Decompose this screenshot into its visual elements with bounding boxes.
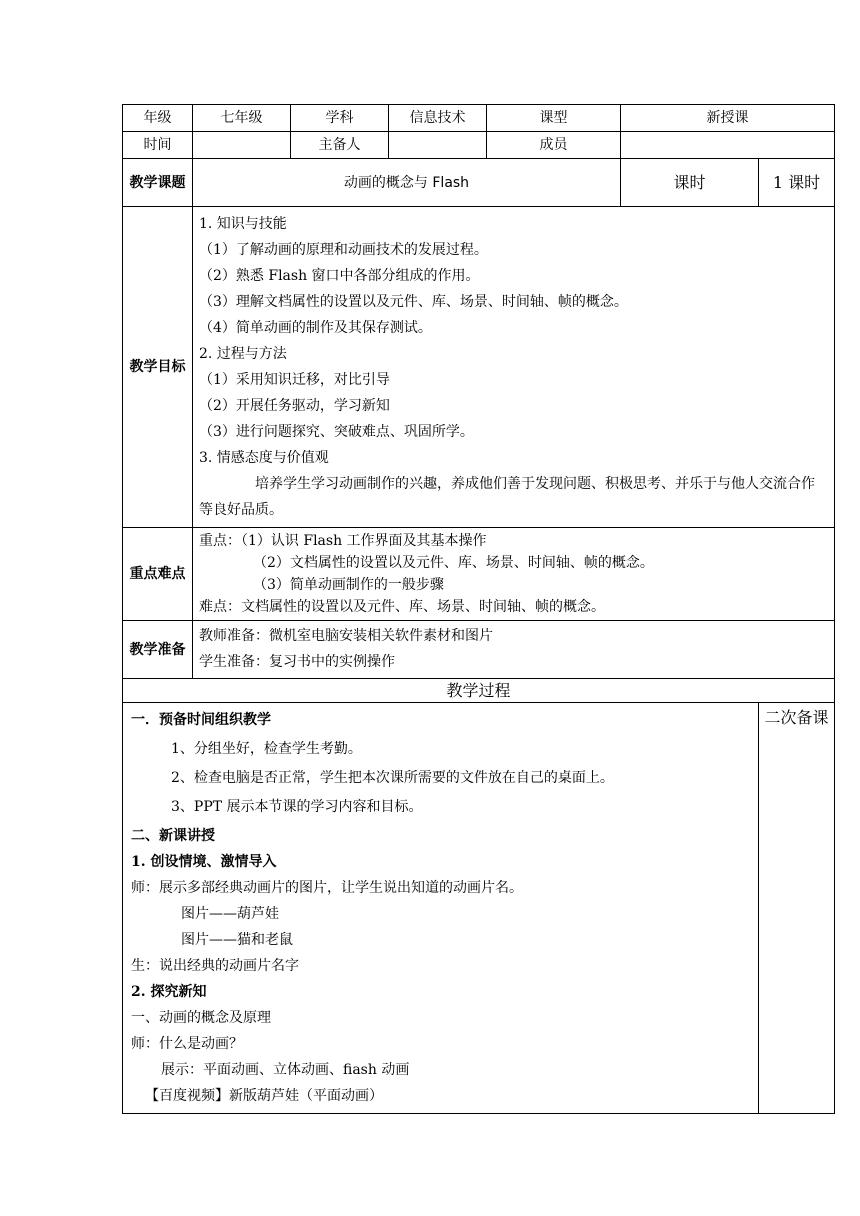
teacher-preparation: 教师准备：微机室电脑安装相关软件素材和图片: [199, 628, 493, 644]
process-line: 3、PPT 展示本节课的学习内容和目标。: [171, 799, 423, 815]
key-point-line: （2）文档属性的设置以及元件、库、场景、时间轴、帧的概念。: [253, 555, 654, 571]
topic-label: [123, 159, 193, 207]
preparer-value: [389, 132, 487, 159]
grade-value: 七年级: [193, 105, 291, 132]
process-content: [123, 703, 759, 1114]
grade-label: 年级: [123, 105, 193, 132]
process-line: 1. 创设情境、激情导入: [131, 854, 277, 870]
preparer-label: 主备人: [291, 132, 389, 159]
process-line: 一．预备时间组织教学: [131, 712, 271, 728]
preparation-label: [123, 621, 193, 679]
process-line: 2. 探究新知: [131, 984, 207, 1000]
subject-value: 信息技术: [389, 105, 487, 132]
objectives-line: （3）进行问题探究、突破难点、巩固所学。: [199, 424, 474, 440]
second-prep-column: [759, 703, 835, 1114]
objectives-line: （1）了解动画的原理和动画技术的发展过程。: [199, 242, 488, 258]
key-point-line: 重点：（1）认识 Flash 工作界面及其基本操作: [199, 533, 487, 549]
objectives-line: 3. 情感态度与价值观: [199, 450, 329, 466]
topic-row: [123, 159, 835, 207]
hours-value: 1 课时: [759, 159, 835, 207]
key-points-label-text: 重点难点: [129, 566, 186, 582]
hours-label: 课时: [621, 159, 759, 207]
objectives-label: [123, 207, 193, 528]
topic-value: 动画的概念与 Flash: [193, 159, 621, 207]
process-line: 二、新课讲授: [131, 828, 215, 844]
process-line: 展示：平面动画、立体动画、fiash 动画: [161, 1062, 410, 1078]
process-line: 1、分组坐好，检查学生考勤。: [171, 741, 362, 757]
process-line: 师：什么是动画？: [131, 1036, 243, 1052]
objectives-label-text: 教学目标: [129, 359, 186, 375]
process-line: 生：说出经典的动画片名字: [131, 958, 299, 974]
header-row-2: [123, 132, 835, 159]
header-row-1: [123, 105, 835, 132]
process-line: 2、检查电脑是否正常，学生把本次课所需要的文件放在自己的桌面上。: [171, 770, 614, 786]
preparation-content: [193, 621, 835, 679]
objectives-line: （4）简单动画的制作及其保存测试。: [199, 320, 432, 336]
process-line: 【百度视频】新版葫芦娃（平面动画）: [145, 1088, 383, 1104]
preparation-row: [123, 621, 835, 679]
objectives-line: （2）开展任务驱动，学习新知: [199, 398, 390, 414]
process-line: 图片——猫和老鼠: [181, 932, 293, 948]
objectives-paragraph: 培养学生学习动画制作的兴趣，养成他们善于发现问题、积极思考、并乐于与他人交流合作等良好品质。: [199, 476, 815, 518]
lesson-plan-table: [122, 104, 835, 1114]
subject-label: 学科: [291, 105, 389, 132]
objectives-row: [123, 207, 835, 528]
objectives-content: [193, 207, 835, 528]
process-title-row: [123, 679, 835, 703]
members-value: [621, 132, 835, 159]
difficulty-line: 难点：文档属性的设置以及元件、库、场景、时间轴、帧的概念。: [199, 599, 605, 615]
key-points-label: [123, 528, 193, 621]
process-title: 教学过程: [123, 679, 835, 703]
process-line: 一、动画的概念及原理: [131, 1010, 271, 1026]
objectives-line: 2. 过程与方法: [199, 346, 287, 362]
objectives-line: （3）理解文档属性的设置以及元件、库、场景、时间轴、帧的概念。: [199, 294, 628, 310]
key-point-line: （3）简单动画制作的一般步骤: [253, 577, 444, 593]
key-points-row: [123, 528, 835, 621]
members-label: 成员: [487, 132, 621, 159]
process-line: 师：展示多部经典动画片的图片，让学生说出知道的动画片名。: [131, 880, 523, 896]
topic-label-text: 教学课题: [129, 174, 186, 191]
type-label: 课型: [487, 105, 621, 132]
student-preparation: 学生准备：复习书中的实例操作: [199, 654, 395, 670]
second-prep-label: 二次备课: [764, 708, 829, 727]
time-value: [193, 132, 291, 159]
type-value: 新授课: [621, 105, 835, 132]
time-label: 时间: [123, 132, 193, 159]
objectives-line: （1）采用知识迁移，对比引导: [199, 372, 390, 388]
objectives-line: 1. 知识与技能: [199, 216, 287, 232]
objectives-line: （2）熟悉 Flash 窗口中各部分组成的作用。: [199, 268, 480, 284]
preparation-label-text: 教学准备: [129, 641, 186, 658]
process-row: [123, 703, 835, 1114]
key-points-content: [193, 528, 835, 621]
process-line: 图片——葫芦娃: [181, 906, 279, 922]
